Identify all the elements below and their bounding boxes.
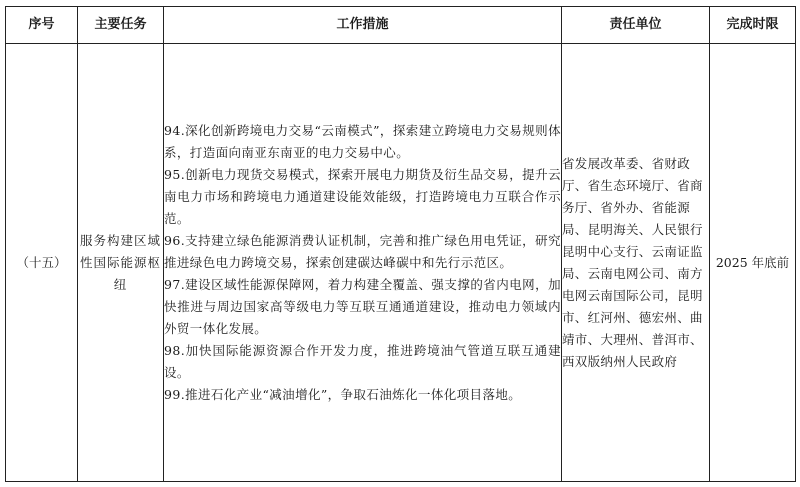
header-unit: 责任单位 bbox=[562, 7, 710, 44]
row-measures bbox=[164, 44, 562, 482]
header-task: 主要任务 bbox=[78, 7, 164, 44]
measure-item: 95.创新电力现货交易模式，探索开展电力期货及衍生品交易，提升云南电力市场和跨境电力通道建设能效能级，打造跨境电力互联合作示范。 bbox=[164, 166, 561, 226]
measure-item: 94.深化创新跨境电力交易“云南模式”，探索建立跨境电力交易规则体系，打造面向南亚东南亚的电力交易中心。 bbox=[164, 122, 561, 160]
measure-item: 99.推进石化产业“减油增化”，争取石油炼化一体化项目落地。 bbox=[164, 386, 522, 402]
table-header-row bbox=[6, 7, 796, 44]
header-deadline: 完成时限 bbox=[710, 7, 796, 44]
measure-item: 97.建设区域性能源保障网，着力构建全覆盖、强支撑的省内电网，加快推进与周边国家高等级电力等互联互通通道建设，推动电力领域内外贸一体化发展。 bbox=[164, 276, 561, 336]
header-seq: 序号 bbox=[6, 7, 78, 44]
row-seq: （十五） bbox=[6, 44, 78, 482]
measure-item: 98.加快国际能源资源合作开发力度，推进跨境油气管道互联互通建设。 bbox=[164, 342, 561, 380]
measure-item: 96.支持建立绿色能源消费认证机制，完善和推广绿色用电凭证，研究推进绿色电力跨境交易，探索创建碳达峰碳中和先行示范区。 bbox=[164, 232, 561, 270]
row-deadline: 2025 年底前 bbox=[710, 44, 796, 482]
task-table bbox=[5, 6, 796, 482]
row-task: 服务构建区域性国际能源枢纽 bbox=[78, 44, 164, 482]
table-row bbox=[6, 44, 796, 482]
header-measures: 工作措施 bbox=[164, 7, 562, 44]
row-responsible-units: 省发展改革委、省财政厅、省生态环境厅、省商务厅、省外办、省能源局、昆明海关、人民银行昆明中心支行、云南证监局、云南电网公司、南方电网云南国际公司，昆明市、红河州、德宏州、曲靖市、大理州、普洱市、西双版纳州人民政府 bbox=[562, 44, 710, 482]
